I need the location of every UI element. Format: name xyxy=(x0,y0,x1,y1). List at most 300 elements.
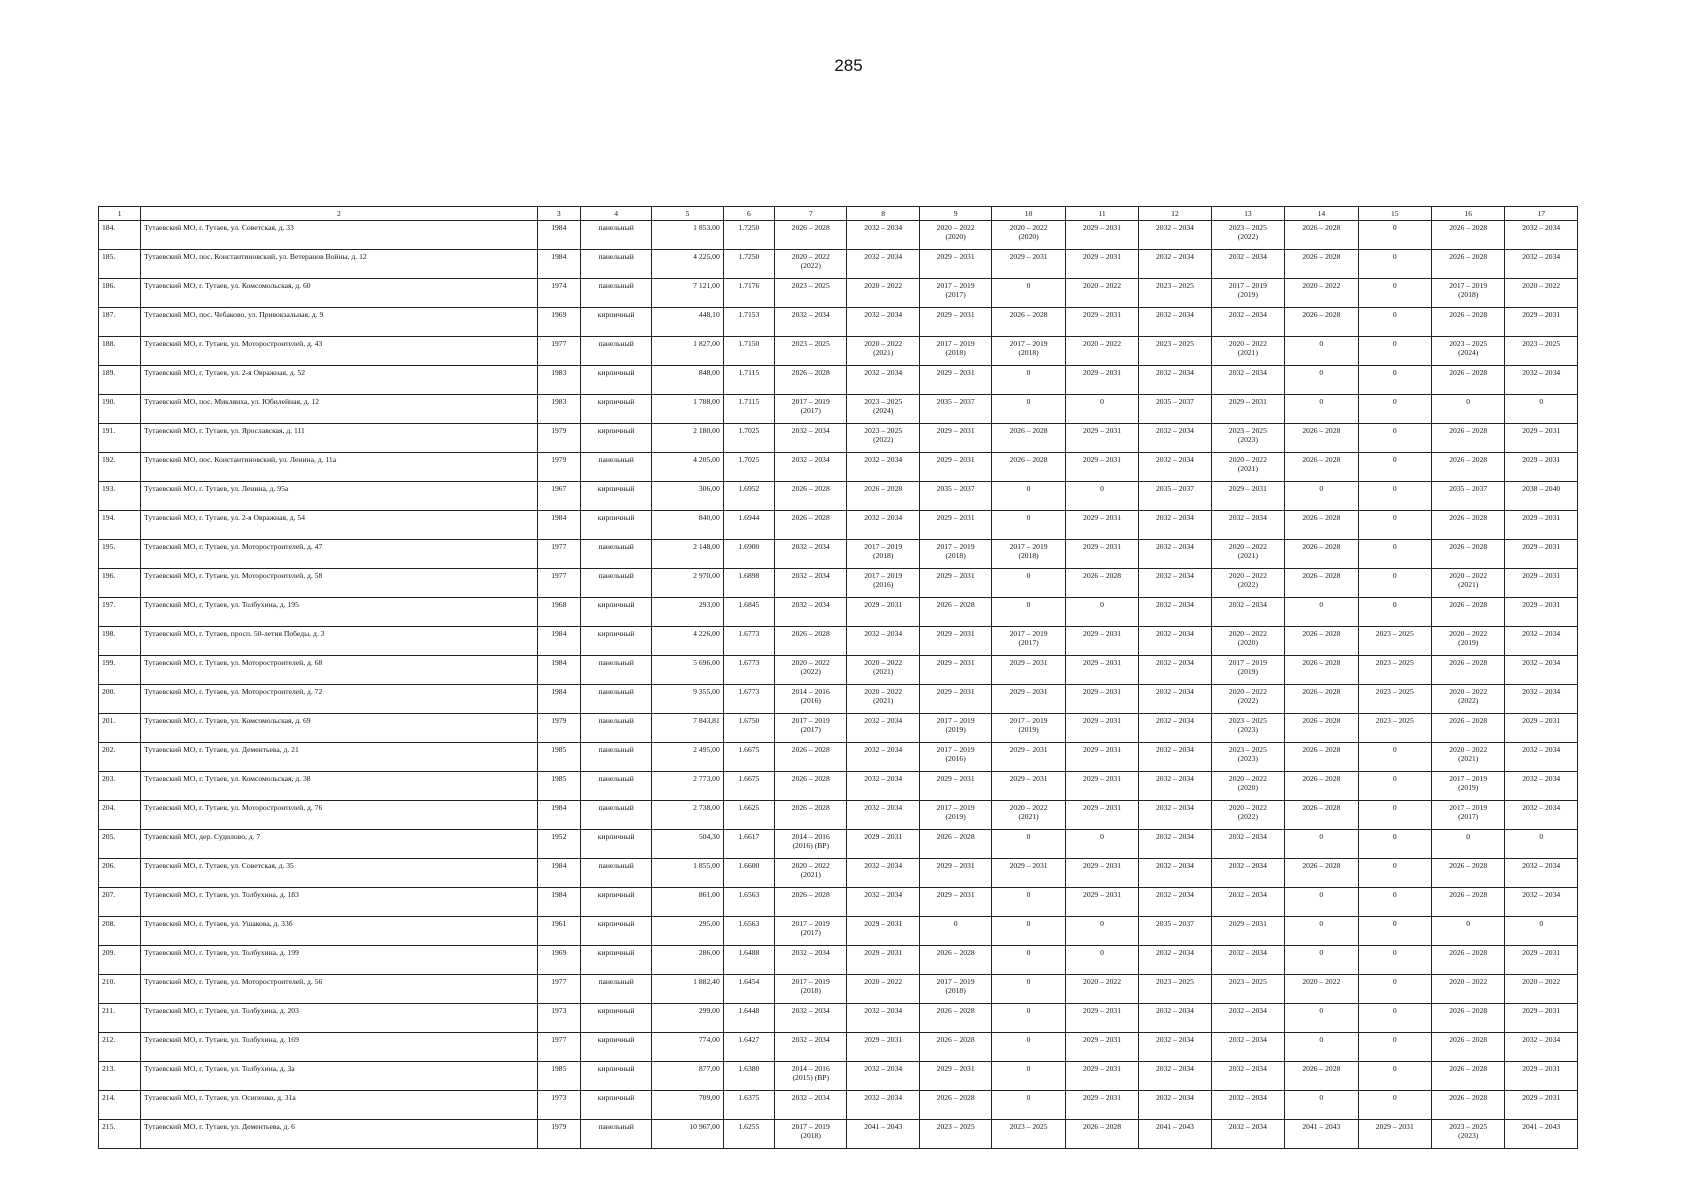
table-cell: Тутаевский МО, г. Тутаев, просп. 50-летия Победы, д. 3 xyxy=(141,627,537,656)
table-cell: 840,00 xyxy=(652,511,723,540)
table-cell: 2026 – 2028 xyxy=(1065,1120,1138,1149)
table-cell: 204. xyxy=(99,801,141,830)
table-cell: 1979 xyxy=(537,424,580,453)
table-row xyxy=(99,859,1578,888)
table-cell: 2032 – 2034 xyxy=(847,859,919,888)
table-cell: 2032 – 2034 xyxy=(1505,801,1578,830)
table-cell: 2029 – 2031 xyxy=(1065,1091,1138,1120)
table-cell: 1984 xyxy=(537,888,580,917)
table-row xyxy=(99,830,1578,859)
table-cell: 2017 – 2019 (2017) xyxy=(919,279,991,308)
table-cell: 2032 – 2034 xyxy=(847,308,919,337)
table-cell: 2 773,00 xyxy=(652,772,723,801)
table-cell: 0 xyxy=(1505,395,1578,424)
table-cell: панельный xyxy=(580,540,651,569)
table-cell: Тутаевский МО, г. Тутаев, ул. Моторостроителей, д. 72 xyxy=(141,685,537,714)
table-cell: 2032 – 2034 xyxy=(1139,1033,1211,1062)
table-cell: Тутаевский МО, г. Тутаев, ул. Моторостроителей, д. 43 xyxy=(141,337,537,366)
table-cell: 0 xyxy=(1358,1091,1431,1120)
table-cell: 2023 – 2025 xyxy=(1139,975,1211,1004)
table-cell: 191. xyxy=(99,424,141,453)
table-cell: 2032 – 2034 xyxy=(775,424,847,453)
table-cell: 2029 – 2031 xyxy=(1505,1091,1578,1120)
table-cell: 1.6427 xyxy=(723,1033,774,1062)
table-cell: 2032 – 2034 xyxy=(1139,743,1211,772)
table-cell: 0 xyxy=(1285,598,1358,627)
table-cell: 2026 – 2028 xyxy=(992,424,1065,453)
table-cell: 2026 – 2028 xyxy=(1431,540,1504,569)
table-cell: 2032 – 2034 xyxy=(1139,801,1211,830)
table-cell: 2023 – 2025 xyxy=(775,279,847,308)
table-cell: 0 xyxy=(1285,946,1358,975)
table-cell: 709,00 xyxy=(652,1091,723,1120)
table-cell: кирпичный xyxy=(580,598,651,627)
table-cell: 2032 – 2034 xyxy=(1505,772,1578,801)
table-cell: 1.6898 xyxy=(723,569,774,598)
table-cell: 2032 – 2034 xyxy=(847,743,919,772)
table-cell: 2032 – 2034 xyxy=(1505,743,1578,772)
table-cell: Тутаевский МО, г. Тутаев, ул. Комсомольская, д. 60 xyxy=(141,279,537,308)
table-cell: 2029 – 2031 xyxy=(919,888,991,917)
table-cell: 2029 – 2031 xyxy=(1505,308,1578,337)
table-cell: 0 xyxy=(1285,830,1358,859)
table-cell: 1.6675 xyxy=(723,772,774,801)
table-cell: 2020 – 2022 (2021) xyxy=(847,685,919,714)
table-cell: 0 xyxy=(1065,830,1138,859)
table-cell: 2029 – 2031 xyxy=(1065,772,1138,801)
table-cell: 2032 – 2034 xyxy=(847,221,919,250)
table-cell: 2032 – 2034 xyxy=(1139,830,1211,859)
table-cell: 2032 – 2034 xyxy=(847,627,919,656)
table-cell: 2026 – 2028 xyxy=(919,946,991,975)
table-cell: 215. xyxy=(99,1120,141,1149)
table-cell: 861,00 xyxy=(652,888,723,917)
table-cell: 0 xyxy=(1358,888,1431,917)
table-row xyxy=(99,482,1578,511)
table-cell: 2026 – 2028 xyxy=(775,627,847,656)
table-cell: Тутаевский МО, г. Тутаев, ул. Толбухина, д. 199 xyxy=(141,946,537,975)
table-cell: 2026 – 2028 xyxy=(775,482,847,511)
table-cell: 2032 – 2034 xyxy=(847,250,919,279)
table-cell: 2026 – 2028 xyxy=(1285,511,1358,540)
table-cell: 2029 – 2031 xyxy=(847,1033,919,1062)
table-cell: 2023 – 2025 xyxy=(1358,714,1431,743)
table-cell: 2032 – 2034 xyxy=(775,569,847,598)
table-cell: 286,00 xyxy=(652,946,723,975)
table-cell: 448,10 xyxy=(652,308,723,337)
table-cell: Тутаевский МО, г. Тутаев, ул. Осипенко, д. 31а xyxy=(141,1091,537,1120)
table-cell: 2032 – 2034 xyxy=(847,1091,919,1120)
table-cell: 2032 – 2034 xyxy=(1211,888,1284,917)
table-cell: 2026 – 2028 xyxy=(1431,221,1504,250)
table-cell: 2017 – 2019 (2017) xyxy=(992,627,1065,656)
table-cell: 2029 – 2031 xyxy=(1065,308,1138,337)
table-cell: 1984 xyxy=(537,250,580,279)
table-cell: 0 xyxy=(992,366,1065,395)
table-cell: 0 xyxy=(1431,917,1504,946)
table-cell: Тутаевский МО, г. Тутаев, ул. Моторостроителей, д. 68 xyxy=(141,656,537,685)
table-cell: 1.6625 xyxy=(723,801,774,830)
table-cell: 2029 – 2031 xyxy=(1065,859,1138,888)
table-cell: 2017 – 2019 (2019) xyxy=(1211,656,1284,685)
table-cell: 2035 – 2037 xyxy=(919,482,991,511)
table-cell: 2029 – 2031 xyxy=(992,859,1065,888)
column-header: 9 xyxy=(919,207,991,221)
table-cell: 2017 – 2019 (2017) xyxy=(1431,801,1504,830)
table-cell: 2023 – 2025 (2023) xyxy=(1211,743,1284,772)
table-cell: 2026 – 2028 xyxy=(1431,250,1504,279)
table-cell: 201. xyxy=(99,714,141,743)
table-cell: 1.6563 xyxy=(723,917,774,946)
table-cell: 2023 – 2025 xyxy=(1139,279,1211,308)
table-cell: 2023 – 2025 xyxy=(1505,337,1578,366)
table-cell: 2032 – 2034 xyxy=(775,1004,847,1033)
table-cell: 2014 – 2016 (2016) (BP) xyxy=(775,830,847,859)
table-cell: 199. xyxy=(99,656,141,685)
table-cell: Тутаевский МО, г. Тутаев, ул. Толбухина, д. 195 xyxy=(141,598,537,627)
table-cell: 2017 – 2019 (2018) xyxy=(919,337,991,366)
table-cell: 2032 – 2034 xyxy=(1211,1120,1284,1149)
table-cell: 1983 xyxy=(537,395,580,424)
table-cell: 2017 – 2019 (2017) xyxy=(775,714,847,743)
header-row xyxy=(99,207,1578,221)
table-cell: 2026 – 2028 xyxy=(1285,627,1358,656)
table-cell: 2029 – 2031 xyxy=(1505,1004,1578,1033)
table-cell: 2029 – 2031 xyxy=(919,424,991,453)
column-header: 11 xyxy=(1065,207,1138,221)
table-cell: 2035 – 2037 xyxy=(1139,482,1211,511)
table-cell: 212. xyxy=(99,1033,141,1062)
table-cell: 2029 – 2031 xyxy=(1505,511,1578,540)
table-cell: 2020 – 2022 (2021) xyxy=(775,859,847,888)
table-cell: 2032 – 2034 xyxy=(847,888,919,917)
table-cell: Тутаевский МО, г. Тутаев, ул. Советская, д. 35 xyxy=(141,859,537,888)
table-cell: 1.6675 xyxy=(723,743,774,772)
table-cell: 2032 – 2034 xyxy=(847,1062,919,1091)
table-cell: 2017 – 2019 (2019) xyxy=(1211,279,1284,308)
table-cell: 1977 xyxy=(537,569,580,598)
table-row xyxy=(99,453,1578,482)
table-cell: 2029 – 2031 xyxy=(1505,540,1578,569)
table-cell: 1.7250 xyxy=(723,221,774,250)
table-cell: 1979 xyxy=(537,714,580,743)
table-cell: 1.6750 xyxy=(723,714,774,743)
table-cell: 1977 xyxy=(537,975,580,1004)
table-cell: 2032 – 2034 xyxy=(1139,859,1211,888)
table-cell: 2017 – 2019 (2018) xyxy=(847,540,919,569)
table-row xyxy=(99,888,1578,917)
table-cell: 2029 – 2031 xyxy=(919,511,991,540)
table-cell: 2032 – 2034 xyxy=(847,714,919,743)
table-cell: 193. xyxy=(99,482,141,511)
table-cell: 299,00 xyxy=(652,1004,723,1033)
table-cell: 2023 – 2025 xyxy=(1358,627,1431,656)
table-cell: 2023 – 2025 xyxy=(1139,337,1211,366)
table-cell: 2026 – 2028 xyxy=(919,1004,991,1033)
column-header: 13 xyxy=(1211,207,1284,221)
table-cell: 2032 – 2034 xyxy=(1139,540,1211,569)
table-cell: 195. xyxy=(99,540,141,569)
table-cell: 2029 – 2031 xyxy=(1065,540,1138,569)
table-cell: 2020 – 2022 (2022) xyxy=(1211,801,1284,830)
table-cell: 2029 – 2031 xyxy=(1505,453,1578,482)
table-cell: 1961 xyxy=(537,917,580,946)
table-cell: 2020 – 2022 (2022) xyxy=(1431,685,1504,714)
table-row xyxy=(99,801,1578,830)
column-header: 1 xyxy=(99,207,141,221)
table-cell: 2026 – 2028 xyxy=(775,743,847,772)
table-cell: 2020 – 2022 (2021) xyxy=(847,337,919,366)
table-cell: 2041 – 2043 xyxy=(1505,1120,1578,1149)
table-cell: 2026 – 2028 xyxy=(775,221,847,250)
table-cell: 1.7250 xyxy=(723,250,774,279)
table-cell: 1974 xyxy=(537,279,580,308)
table-cell: 2032 – 2034 xyxy=(1139,1004,1211,1033)
table-cell: 2023 – 2025 xyxy=(775,337,847,366)
table-cell: 2035 – 2037 xyxy=(919,395,991,424)
table-cell: 2026 – 2028 xyxy=(1285,308,1358,337)
table-cell: 2020 – 2022 xyxy=(1505,279,1578,308)
column-header: 6 xyxy=(723,207,774,221)
table-cell: 7 843,81 xyxy=(652,714,723,743)
table-cell: 0 xyxy=(1358,279,1431,308)
table-cell: 1.6845 xyxy=(723,598,774,627)
table-cell: 0 xyxy=(992,946,1065,975)
table-cell: 1.6448 xyxy=(723,1004,774,1033)
table-cell: 9 355,00 xyxy=(652,685,723,714)
table-cell: 2017 – 2019 (2018) xyxy=(775,975,847,1004)
table-cell: 1.6454 xyxy=(723,975,774,1004)
table-row xyxy=(99,946,1578,975)
table-cell: 2032 – 2034 xyxy=(1139,598,1211,627)
column-header: 16 xyxy=(1431,207,1504,221)
table-cell: 2026 – 2028 xyxy=(1285,859,1358,888)
table-cell: 2032 – 2034 xyxy=(1505,366,1578,395)
table-cell: 2020 – 2022 xyxy=(1431,975,1504,1004)
table-cell: 2020 – 2022 xyxy=(1505,975,1578,1004)
table-cell: 2032 – 2034 xyxy=(1505,627,1578,656)
table-cell: 2029 – 2031 xyxy=(919,308,991,337)
table-cell: 293,00 xyxy=(652,598,723,627)
table-cell: 192. xyxy=(99,453,141,482)
table-cell: 0 xyxy=(1358,424,1431,453)
table-cell: 2035 – 2037 xyxy=(1431,482,1504,511)
table-cell: кирпичный xyxy=(580,511,651,540)
table-cell: 1985 xyxy=(537,743,580,772)
table-cell: 2014 – 2016 (2015) (BP) xyxy=(775,1062,847,1091)
table-cell: 2032 – 2034 xyxy=(1505,888,1578,917)
table-cell: 2020 – 2022 (2020) xyxy=(1211,772,1284,801)
table-cell: панельный xyxy=(580,569,651,598)
table-cell: 2026 – 2028 xyxy=(1285,250,1358,279)
table-cell: 2032 – 2034 xyxy=(775,308,847,337)
table-cell: Тутаевский МО, г. Тутаев, ул. Толбухина, д. 203 xyxy=(141,1004,537,1033)
table-cell: 0 xyxy=(1358,1033,1431,1062)
table-cell: 2017 – 2019 (2016) xyxy=(847,569,919,598)
table-cell: 2014 – 2016 (2016) xyxy=(775,685,847,714)
table-cell: 2032 – 2034 xyxy=(775,598,847,627)
table-cell: 2029 – 2031 xyxy=(1065,888,1138,917)
table-cell: 2032 – 2034 xyxy=(1139,627,1211,656)
table-cell: 209. xyxy=(99,946,141,975)
table-cell: 2026 – 2028 xyxy=(1431,308,1504,337)
table-cell: 2032 – 2034 xyxy=(847,511,919,540)
table-cell: 1.6488 xyxy=(723,946,774,975)
table-cell: 1952 xyxy=(537,830,580,859)
table-cell: 2020 – 2022 (2020) xyxy=(1211,627,1284,656)
table-cell: 2026 – 2028 xyxy=(1065,569,1138,598)
table-cell: 1985 xyxy=(537,772,580,801)
table-cell: 0 xyxy=(1358,917,1431,946)
table-cell: 2029 – 2031 xyxy=(919,569,991,598)
table-cell: 2029 – 2031 xyxy=(919,685,991,714)
table-cell: 2026 – 2028 xyxy=(775,366,847,395)
table-cell: 2032 – 2034 xyxy=(1139,511,1211,540)
table-cell: 0 xyxy=(1358,366,1431,395)
table-cell: 2032 – 2034 xyxy=(775,1033,847,1062)
table-cell: 2020 – 2022 (2021) xyxy=(992,801,1065,830)
table-cell: 2026 – 2028 xyxy=(1285,221,1358,250)
table-cell: 2032 – 2034 xyxy=(1211,830,1284,859)
table-cell: 2032 – 2034 xyxy=(847,801,919,830)
table-cell: 0 xyxy=(1285,482,1358,511)
table-cell: 0 xyxy=(992,511,1065,540)
table-cell: 2029 – 2031 xyxy=(1505,946,1578,975)
table-cell: 197. xyxy=(99,598,141,627)
table-cell: 2032 – 2034 xyxy=(1211,511,1284,540)
table-cell: 211. xyxy=(99,1004,141,1033)
table-row xyxy=(99,656,1578,685)
table-cell: 2029 – 2031 xyxy=(1065,453,1138,482)
table-cell: 2017 – 2019 (2018) xyxy=(919,540,991,569)
table-cell: 2026 – 2028 xyxy=(1431,511,1504,540)
table-cell: кирпичный xyxy=(580,1004,651,1033)
table-cell: 200. xyxy=(99,685,141,714)
table-cell: 2026 – 2028 xyxy=(1285,1062,1358,1091)
table-cell: 2017 – 2019 (2018) xyxy=(992,540,1065,569)
table-cell: 0 xyxy=(1285,337,1358,366)
table-cell: панельный xyxy=(580,250,651,279)
table-cell: 2032 – 2034 xyxy=(1139,1062,1211,1091)
column-header: 2 xyxy=(141,207,537,221)
table-cell: 2029 – 2031 xyxy=(1065,685,1138,714)
table-cell: 2026 – 2028 xyxy=(847,482,919,511)
table-cell: 2026 – 2028 xyxy=(1431,888,1504,917)
table-cell: 207. xyxy=(99,888,141,917)
table-cell: 2017 – 2019 (2018) xyxy=(919,975,991,1004)
table-cell: 196. xyxy=(99,569,141,598)
table-cell: Тутаевский МО, г. Тутаев, ул. Моторостроителей, д. 47 xyxy=(141,540,537,569)
table-cell: 0 xyxy=(992,279,1065,308)
table-cell: 2032 – 2034 xyxy=(847,1004,919,1033)
table-cell: 0 xyxy=(1431,830,1504,859)
table-cell: 1983 xyxy=(537,366,580,395)
table-cell: 1.6563 xyxy=(723,888,774,917)
table-cell: 194. xyxy=(99,511,141,540)
table-cell: 2026 – 2028 xyxy=(1431,366,1504,395)
table-cell: 2026 – 2028 xyxy=(775,888,847,917)
table-cell: 2032 – 2034 xyxy=(1139,308,1211,337)
table-cell: 0 xyxy=(1358,975,1431,1004)
table-cell: 2029 – 2031 xyxy=(992,743,1065,772)
table-cell: кирпичный xyxy=(580,308,651,337)
table-cell: 306,00 xyxy=(652,482,723,511)
table-cell: 2023 – 2025 xyxy=(1358,656,1431,685)
table-cell: 2032 – 2034 xyxy=(1211,1004,1284,1033)
table-cell: 2029 – 2031 xyxy=(1065,656,1138,685)
table-row xyxy=(99,743,1578,772)
table-cell: 2017 – 2019 (2019) xyxy=(992,714,1065,743)
table-cell: 1.7115 xyxy=(723,366,774,395)
table-cell: 2032 – 2034 xyxy=(1505,685,1578,714)
column-header: 14 xyxy=(1285,207,1358,221)
table-cell: 2032 – 2034 xyxy=(775,1091,847,1120)
table-cell: 1 827,00 xyxy=(652,337,723,366)
table-cell: 1 853,00 xyxy=(652,221,723,250)
table-cell: 0 xyxy=(1065,917,1138,946)
table-cell: 1984 xyxy=(537,801,580,830)
table-cell: 0 xyxy=(992,1033,1065,1062)
table-cell: 2041 – 2043 xyxy=(1139,1120,1211,1149)
table-cell: 0 xyxy=(1358,859,1431,888)
table-row xyxy=(99,511,1578,540)
table-cell: 206. xyxy=(99,859,141,888)
table-cell: 1.7150 xyxy=(723,337,774,366)
table-cell: 2032 – 2034 xyxy=(847,772,919,801)
table-cell: 2026 – 2028 xyxy=(1285,569,1358,598)
table-cell: 2026 – 2028 xyxy=(775,801,847,830)
table-cell: 1.6617 xyxy=(723,830,774,859)
table-cell: Тутаевский МО, г. Тутаев, ул. Ярославская, д. 111 xyxy=(141,424,537,453)
table-row xyxy=(99,540,1578,569)
table-cell: 198. xyxy=(99,627,141,656)
table-cell: кирпичный xyxy=(580,482,651,511)
table-cell: кирпичный xyxy=(580,424,651,453)
table-cell: панельный xyxy=(580,801,651,830)
table-cell: 208. xyxy=(99,917,141,946)
table-cell: 2032 – 2034 xyxy=(1139,946,1211,975)
table-cell: 0 xyxy=(1358,569,1431,598)
table-cell: 2017 – 2019 (2017) xyxy=(775,395,847,424)
table-cell: 2020 – 2022 (2022) xyxy=(775,250,847,279)
table-row xyxy=(99,1033,1578,1062)
table-cell: 2026 – 2028 xyxy=(919,830,991,859)
table-cell: 2029 – 2031 xyxy=(1065,424,1138,453)
table-cell: 2029 – 2031 xyxy=(919,859,991,888)
table-cell: 2029 – 2031 xyxy=(992,656,1065,685)
table-cell: 1.7115 xyxy=(723,395,774,424)
table-cell: 2029 – 2031 xyxy=(1358,1120,1431,1149)
table-cell: 2020 – 2022 (2021) xyxy=(847,656,919,685)
table-cell: 2029 – 2031 xyxy=(1505,714,1578,743)
table-cell: 2035 – 2037 xyxy=(1139,917,1211,946)
table-cell: Тутаевский МО, пос. Константиновский, ул. Ленина, д. 11а xyxy=(141,453,537,482)
capital-repair-schedule-table xyxy=(98,206,1578,1149)
table-cell: 2020 – 2022 (2021) xyxy=(1431,569,1504,598)
table-cell: 2032 – 2034 xyxy=(1211,946,1284,975)
table-cell: 2026 – 2028 xyxy=(1285,424,1358,453)
table-cell: панельный xyxy=(580,656,651,685)
table-cell: 1984 xyxy=(537,221,580,250)
table-cell: 2032 – 2034 xyxy=(775,946,847,975)
table-cell: 0 xyxy=(992,395,1065,424)
table-cell: 1.7153 xyxy=(723,308,774,337)
table-cell: 2020 – 2022 (2022) xyxy=(1211,569,1284,598)
table-cell: 203. xyxy=(99,772,141,801)
table-row xyxy=(99,395,1578,424)
table-cell: Тутаевский МО, г. Тутаев, ул. Ленина, д. 95а xyxy=(141,482,537,511)
table-cell: 1985 xyxy=(537,1062,580,1091)
